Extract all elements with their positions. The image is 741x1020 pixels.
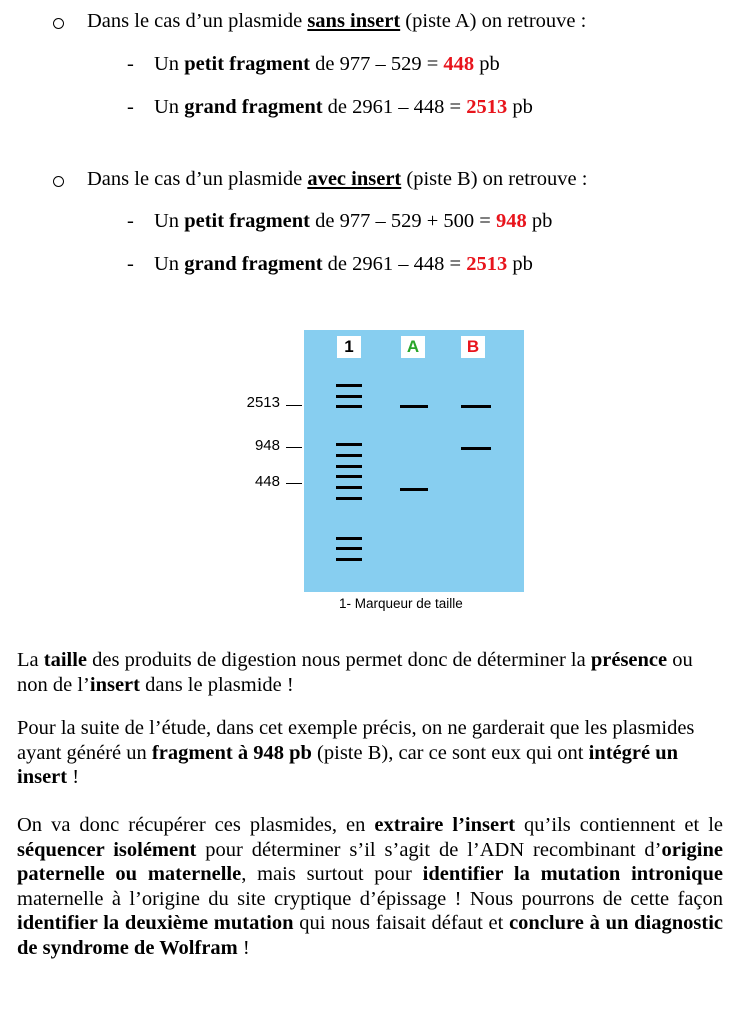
circle-bullet-icon [53, 18, 64, 29]
marker-band [336, 384, 362, 387]
case-b-intro-text: Dans le cas d’un plasmide [87, 168, 308, 190]
lane-a-band-448 [400, 488, 428, 491]
marker-band [336, 475, 362, 478]
fragment-value: 2513 [466, 96, 508, 118]
size-tick [286, 405, 302, 406]
marker-band [336, 443, 362, 446]
fragment-value: 2513 [466, 253, 508, 275]
gel-figure [230, 318, 530, 618]
size-label-2513: 2513 [246, 394, 280, 411]
dash-bullet-icon: - [127, 53, 134, 75]
circle-bullet-icon [53, 176, 64, 187]
marker-band [336, 558, 362, 561]
size-tick [286, 447, 302, 448]
size-label-448: 448 [254, 473, 280, 490]
lane-label-a: A [401, 336, 425, 358]
case-b-intro-end: (piste B) on retrouve : [401, 168, 588, 190]
marker-band [336, 497, 362, 500]
marker-band [336, 395, 362, 398]
marker-band [336, 405, 362, 408]
case-a-intro-text: Dans le cas d’un plasmide [87, 10, 308, 32]
paragraph-size-presence: La taille des produits de digestion nous permet donc de déterminer la présence ou non de l’insert dans le plasmide ! [17, 649, 693, 696]
gel-background [304, 330, 524, 592]
lane-label-b: B [461, 336, 485, 358]
dash-bullet-icon: - [127, 96, 134, 118]
marker-band [336, 486, 362, 489]
marker-band [336, 547, 362, 550]
case-b-small-fragment: - Un petit fragment de 977 – 529 + 500 = 948 pb [127, 210, 553, 232]
case-a-intro-end: (piste A) on retrouve : [400, 10, 587, 32]
dash-bullet-icon: - [127, 210, 134, 232]
size-tick [286, 483, 302, 484]
lane-b-band-2513 [461, 405, 491, 408]
case-a-small-fragment: - Un petit fragment de 977 – 529 = 448 pb [127, 53, 500, 75]
case-b-large-fragment: - Un grand fragment de 2961 – 448 = 2513 pb [127, 253, 533, 275]
dash-bullet-icon: - [127, 253, 134, 275]
fragment-value: 448 [443, 53, 475, 75]
lane-label-1: 1 [337, 336, 361, 358]
lane-a-band-2513 [400, 405, 428, 408]
case-a-keyword: sans insert [307, 10, 401, 32]
case-b-keyword: avec insert [307, 168, 402, 190]
lane-b-band-948 [461, 447, 491, 450]
fragment-value: 948 [495, 210, 527, 232]
marker-band [336, 454, 362, 457]
marker-band [336, 537, 362, 540]
paragraph-selection: Pour la suite de l’étude, dans cet exemple précis, on ne garderait que les plasmides ayant généré un fragment à 948 pb (piste B), car ce sont eux qui ont intégré un insert ! [17, 717, 695, 788]
size-label-948: 948 [254, 437, 280, 454]
marker-band [336, 465, 362, 468]
gel-caption: 1- Marqueur de taille [339, 596, 463, 611]
paragraph-sequencing: On va donc récupérer ces plasmides, en extraire l’insert qu’ils contiennent et le séquencer isolément pour déterminer s’il s’agit de l’ADN recombinant d’origine paternelle ou maternelle, mais surtout pour identifier la mutation intronique maternelle à l’origine du site cryptique d’épissage ! Nous pourrons de cette façon identifier la deuxième mutation qui nous faisait défaut et conclure à un diagnostic de syndrome de Wolfram ! [17, 814, 724, 959]
case-a-large-fragment: - Un grand fragment de 2961 – 448 = 2513 pb [127, 96, 533, 118]
